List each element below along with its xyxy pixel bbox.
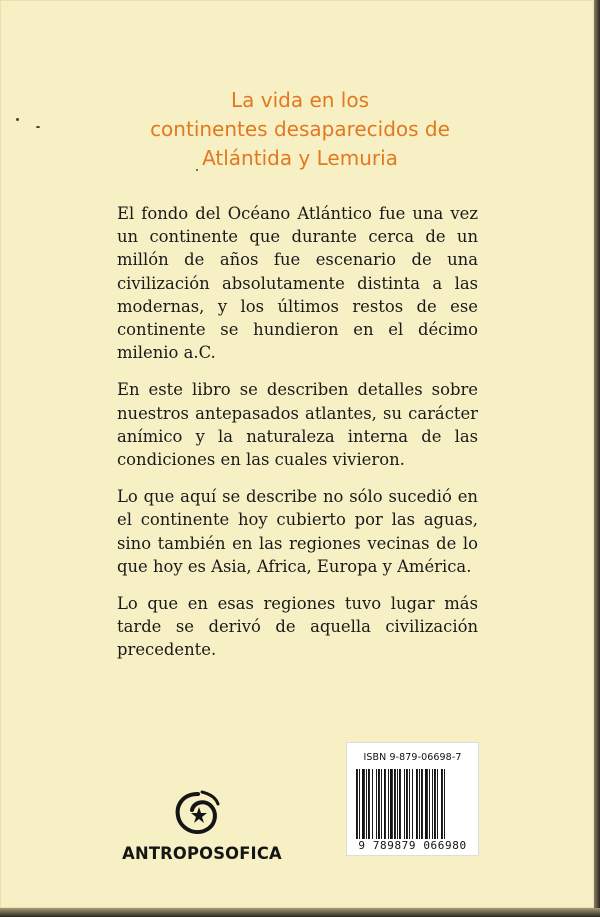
synopsis-paragraph: Lo que en esas regiones tuvo lugar más tarde se derivó de aquella civilización precedente. xyxy=(117,594,478,660)
title-line: La vida en los xyxy=(230,88,369,112)
synopsis-paragraph: En este libro se describen detalles sobre nuestros antepasados atlantes, su carácter anímico y la naturaleza interna de las condiciones en las cuales vivieron. xyxy=(117,380,478,470)
synopsis-paragraph: Lo que aquí se describe no sólo sucedió en el continente hoy cubierto por las aguas, sino también en las regiones vecinas de lo que hoy es Asia, Africa, Europa y América. xyxy=(117,487,478,576)
paper-speck xyxy=(36,126,40,128)
book-title xyxy=(100,86,500,173)
synopsis-paragraph: El fondo del Océano Atlántico fue una vez un continente que durante cerca de un millón de años fue escenario de una civilización absolutamente distinta a las modernas, y los últimos restos de ese continente se hundieron en el décimo milenio a.C. xyxy=(117,204,478,363)
barcode-digits: 9 789879 066980 xyxy=(358,839,467,852)
publisher-name: ANTROPOSOFICA xyxy=(122,844,282,864)
isbn-barcode xyxy=(346,742,479,856)
page-edge xyxy=(594,0,600,917)
synopsis xyxy=(117,202,478,676)
publisher-logo xyxy=(116,790,288,870)
isbn-label: ISBN 9-879-06698-7 xyxy=(363,752,462,763)
paper-speck xyxy=(16,118,19,121)
title-line: Atlántida y Lemuria xyxy=(202,146,398,170)
page-edge xyxy=(0,908,600,917)
barcode-bars xyxy=(355,769,471,839)
spiral-star-logo-icon xyxy=(168,790,228,840)
title-line: continentes desaparecidos de xyxy=(150,117,450,141)
